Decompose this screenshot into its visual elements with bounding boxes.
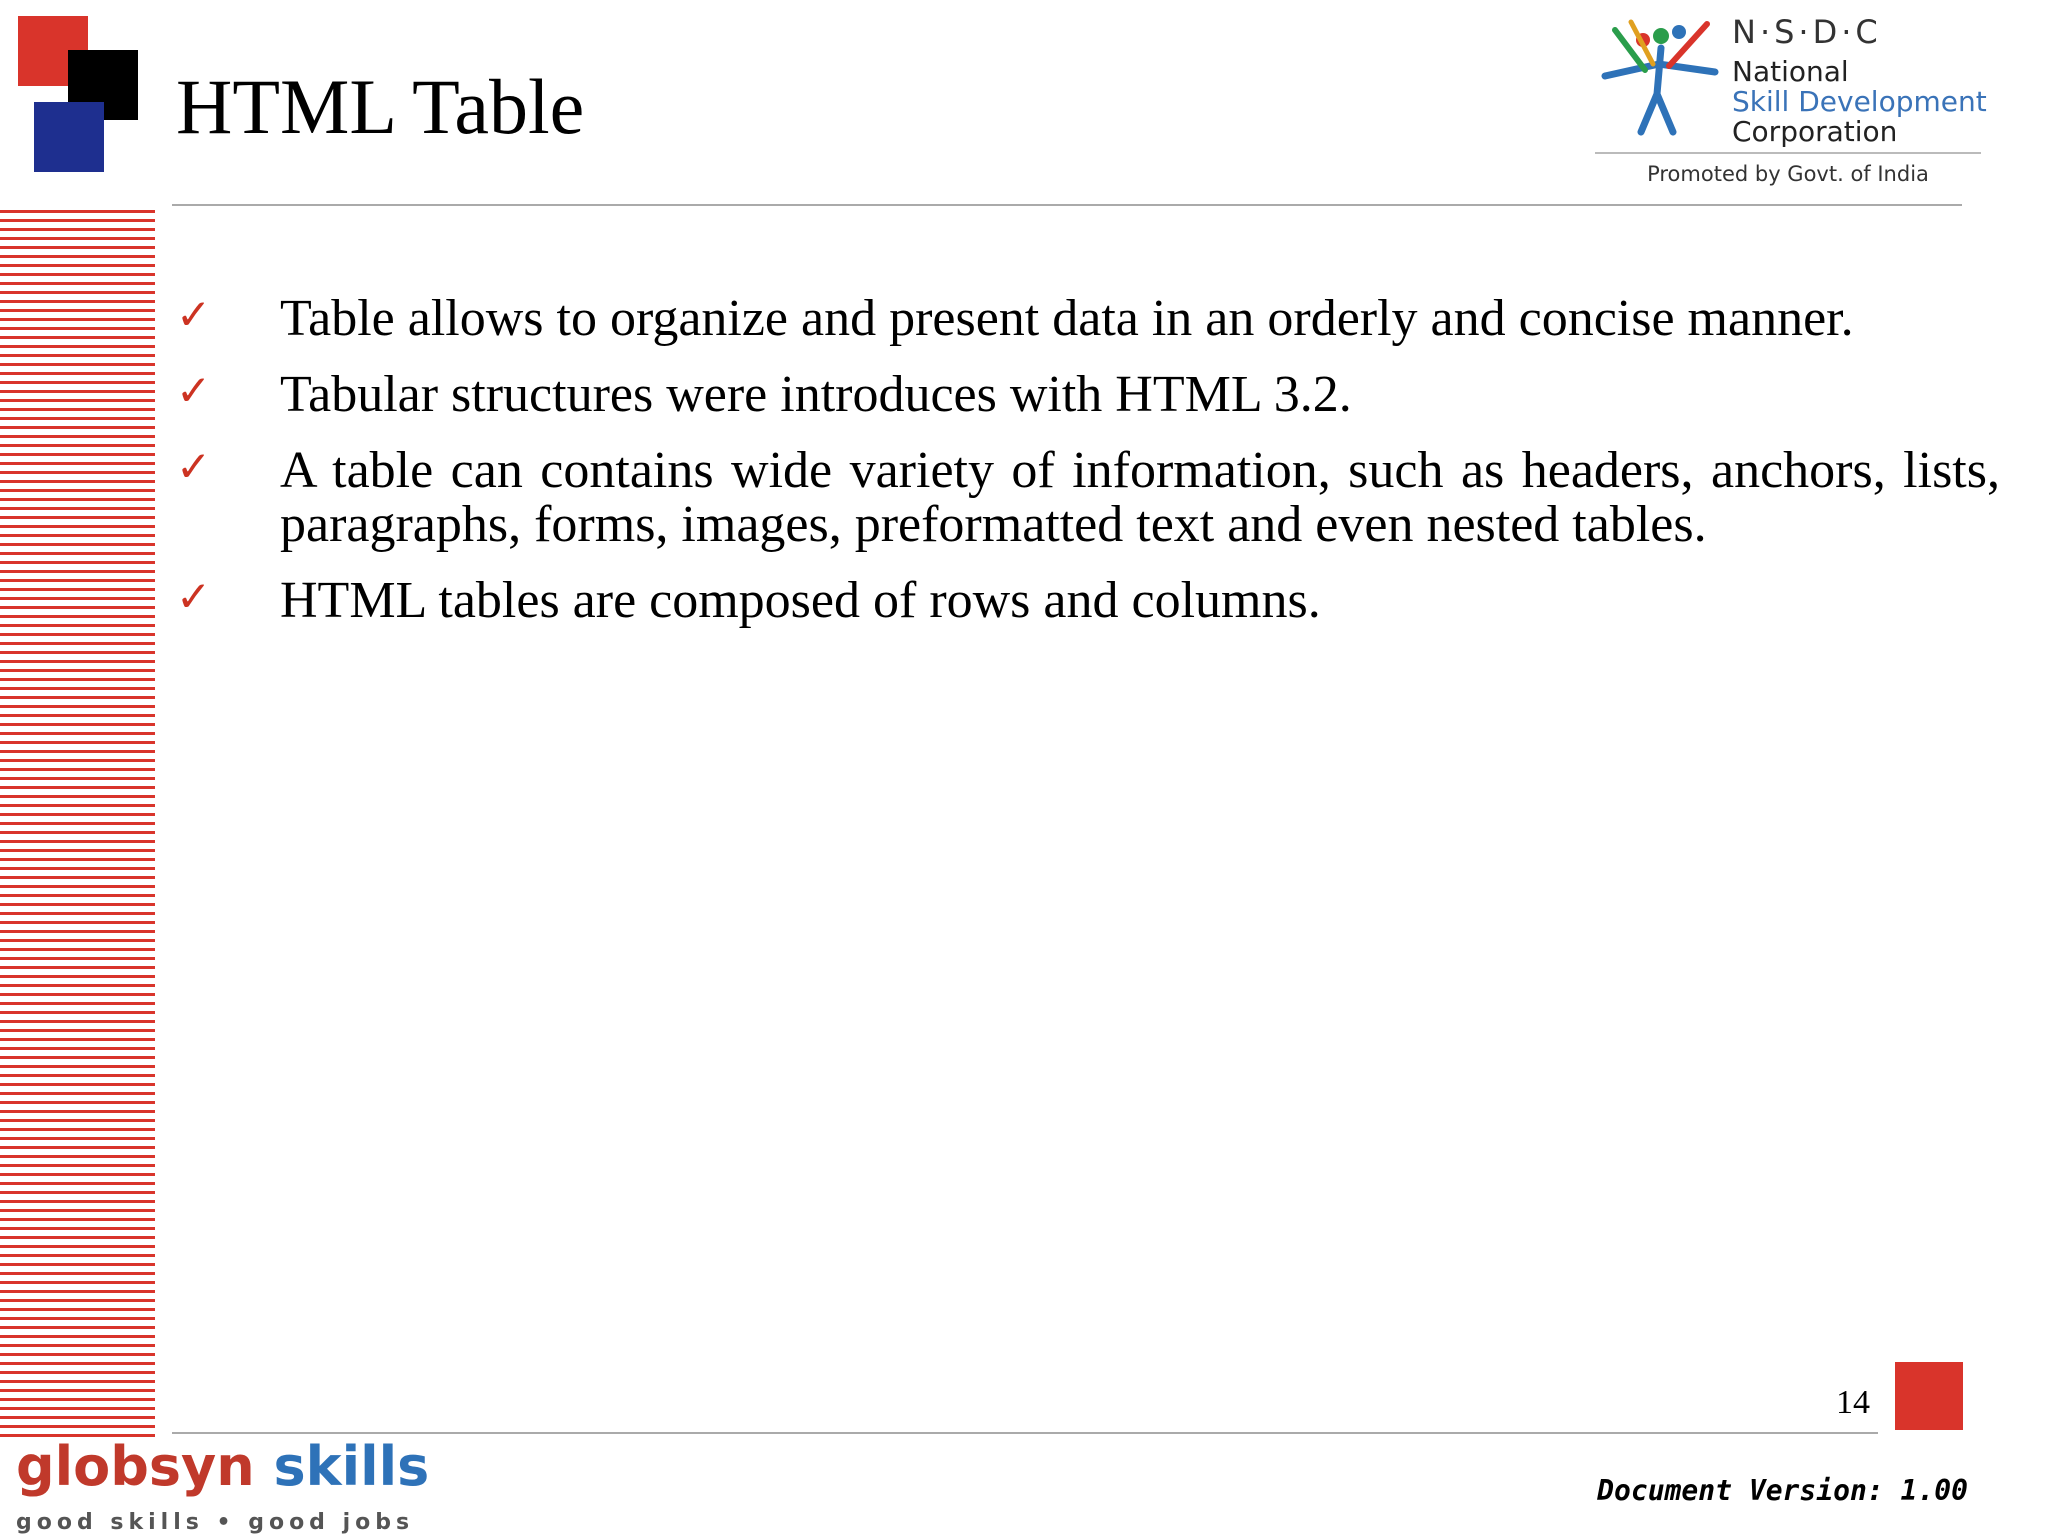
nsdc-promo-text: Promoted by Govt. of India xyxy=(1647,162,1929,186)
nsdc-figure-icon xyxy=(1595,14,1725,144)
bullet-item xyxy=(176,368,2000,422)
logo-divider xyxy=(1595,152,1981,154)
header-divider xyxy=(172,204,1962,206)
bullet-text: A table can contains wide variety of information, such as headers, anchors, lists, paragraphs, forms, images, preformatted text and even nested tables. xyxy=(280,442,2000,553)
bullet-item xyxy=(176,574,2000,628)
bullet-list xyxy=(176,292,2000,650)
check-icon: ✓ xyxy=(176,572,212,621)
brand-tagline: good skills • good jobs xyxy=(16,1510,415,1535)
bullet-text: Tabular structures were introduces with HTML 3.2. xyxy=(280,366,1352,423)
striped-side-bar xyxy=(0,210,155,1442)
nsdc-logo xyxy=(1595,10,1995,195)
nsdc-logo-text xyxy=(1732,13,1987,148)
check-icon: ✓ xyxy=(176,366,212,415)
page-number: 14 xyxy=(1836,1384,1870,1421)
nsdc-abbreviation: N·S·D·C xyxy=(1732,13,1882,51)
document-version: Document Version: 1.00 xyxy=(1597,1474,1968,1507)
decorative-blue-square xyxy=(34,102,104,172)
footer-divider xyxy=(172,1432,1878,1434)
brand-name xyxy=(16,1435,430,1498)
nsdc-line-corporation: Corporation xyxy=(1732,115,1898,148)
brand-name-part1: globsyn xyxy=(16,1435,255,1498)
bullet-text: HTML tables are composed of rows and columns. xyxy=(280,572,1321,629)
slide-title: HTML Table xyxy=(176,63,585,150)
brand-name-part2: skills xyxy=(273,1435,430,1498)
check-icon: ✓ xyxy=(176,442,212,491)
nsdc-line-skill-development: Skill Development xyxy=(1732,85,1987,118)
bullet-item xyxy=(176,444,2000,552)
bullet-text: Table allows to organize and present data in an orderly and concise manner. xyxy=(280,290,1854,347)
check-icon: ✓ xyxy=(176,290,212,339)
nsdc-line-national: National xyxy=(1732,55,1849,88)
page-number-square xyxy=(1895,1362,1963,1430)
globsyn-logo xyxy=(16,1435,430,1535)
bullet-item xyxy=(176,292,2000,346)
